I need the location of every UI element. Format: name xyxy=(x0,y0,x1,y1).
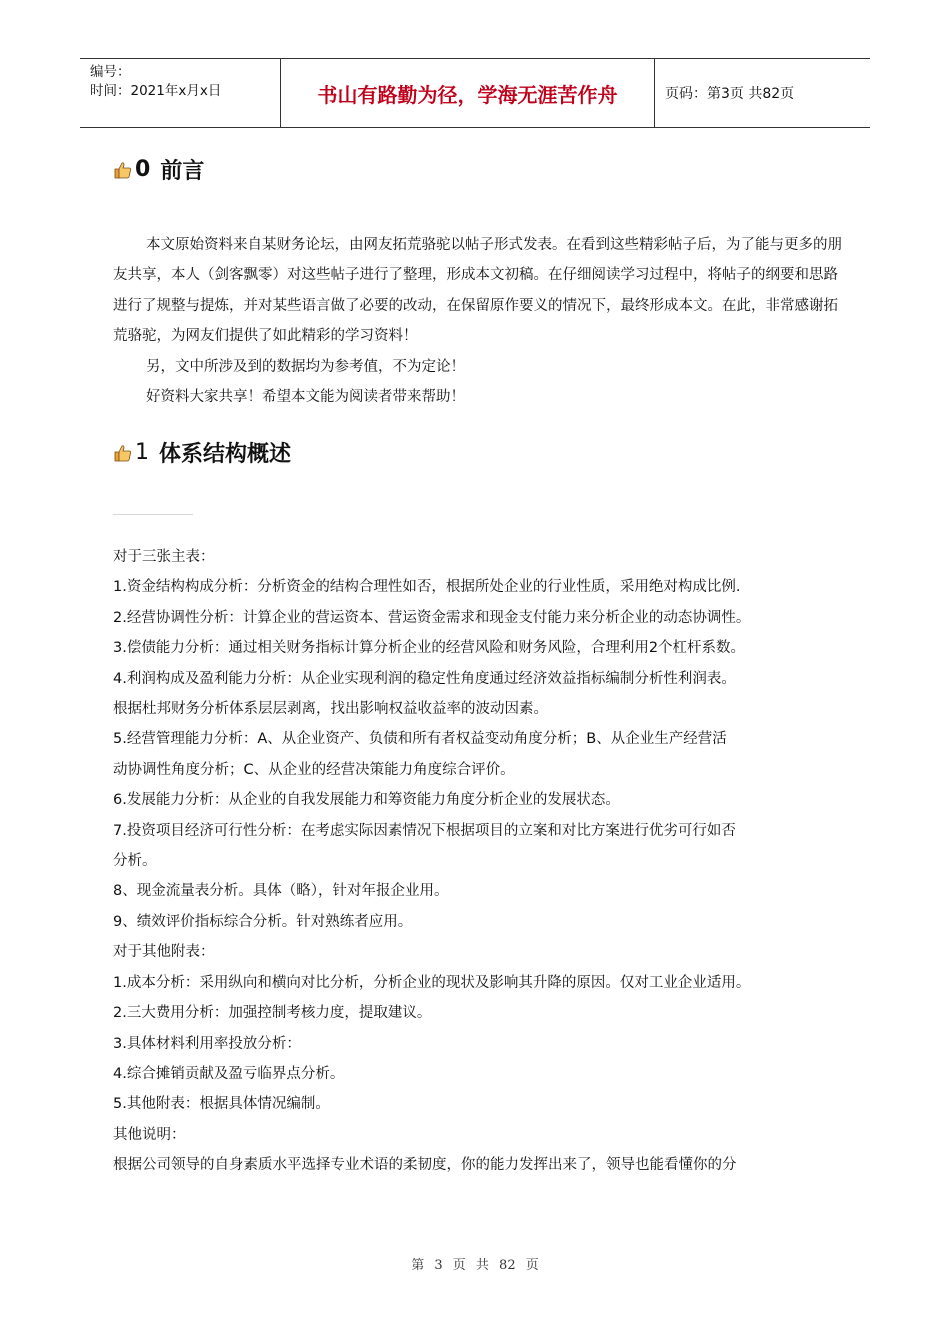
body-line: 根据杜邦财务分析体系层层剥离，找出影响权益收益率的波动因素。 xyxy=(113,701,548,718)
page-footer: 第 3 页 共 82 页 xyxy=(411,1258,539,1273)
page-header xyxy=(80,58,870,128)
body-line: 4.综合摊销贡献及盈亏临界点分析。 xyxy=(113,1065,345,1082)
section-heading-preface xyxy=(113,154,204,185)
body-line: 7.投资项目经济可行性分析：在考虑实际因素情况下根据项目的立案和对比方案进行优劣可行如否 xyxy=(113,822,736,839)
body-line: 2.经营协调性分析：计算企业的营运资本、营运资金需求和现金支付能力来分析企业的动态协调性。 xyxy=(113,609,751,626)
body-line: 6.发展能力分析：从企业的自我发展能力和筹资能力角度分析企业的发展状态。 xyxy=(113,792,620,809)
body-line: 9、绩效评价指标综合分析。针对熟练者应用。 xyxy=(113,913,413,930)
body-text xyxy=(113,542,848,1181)
body-line: 根据公司领导的自身素质水平选择专业术语的柔韧度，你的能力发挥出来了，领导也能看懂你的分 xyxy=(113,1157,737,1174)
intro-paragraph: 本文原始资料来自某财务论坛，由网友拓荒骆驼以帖子形式发表。在看到这些精彩帖子后，为了能与更多的朋友共享，本人（剑客飘零）对这些帖子进行了整理，形成本文初稿。在仔细阅读学习过程中，将帖子的纲要和思路进行了规整与提炼，并对某些语言做了必要的改动，在保留原作要义的情况下，最终形成本文。在此，非常感谢拓荒骆驼，为网友们提供了如此精彩的学习资料！ xyxy=(113,237,842,345)
section-title: 前言 xyxy=(160,158,205,184)
intro-paragraph: 好资料大家共享！希望本文能为阅读者带来帮助！ xyxy=(146,389,465,406)
section-number: 0 xyxy=(135,157,151,182)
body-line: 对于其他附表： xyxy=(113,944,215,961)
body-line: 2.三大费用分析：加强控制考核力度，提取建议。 xyxy=(113,1005,432,1022)
body-line: 分析。 xyxy=(113,853,157,870)
divider xyxy=(113,514,193,515)
date-line: 时间：2021年x月x日 xyxy=(90,83,222,99)
thumbs-up-icon xyxy=(113,160,133,180)
section-title: 体系结构概述 xyxy=(159,441,292,467)
header-page-info: 页码：第3页 共82页 xyxy=(665,86,795,102)
body-line: 对于三张主表： xyxy=(113,549,215,565)
body-line: 5.其他附表：根据具体情况编制。 xyxy=(113,1096,330,1113)
body-line: 8、现金流量表分析。具体（略），针对年报企业用。 xyxy=(113,883,449,900)
section-heading-overview xyxy=(113,437,291,468)
body-line: 其他说明： xyxy=(113,1126,186,1143)
doc-number-label: 编号： xyxy=(90,64,131,80)
body-line: 3.具体材料利用率投放分析： xyxy=(113,1035,301,1052)
body-line: 动协调性角度分析；C、从企业的经营决策能力角度综合评价。 xyxy=(113,761,515,778)
header-info-cell xyxy=(80,59,281,127)
body-line: 1.资金结构构成分析：分析资金的结构合理性如否，根据所处企业的行业性质，采用绝对构成比例. xyxy=(113,579,741,596)
thumbs-up-icon xyxy=(113,443,133,463)
intro-block xyxy=(113,230,843,412)
body-line: 3.偿债能力分析：通过相关财务指标计算分析企业的经营风险和财务风险，合理利用2个杠杆系数。 xyxy=(113,640,746,657)
body-line: 5.经营管理能力分析：A、从企业资产、负债和所有者权益变动角度分析；B、从企业生产经营活 xyxy=(113,731,727,748)
header-motto: 书山有路勤为径，学海无涯苦作舟 xyxy=(281,59,655,127)
body-line: 4.利润构成及盈利能力分析：从企业实现利润的稳定性角度通过经济效益指标编制分析性利润表。 xyxy=(113,670,736,687)
intro-paragraph: 另，文中所涉及到的数据均为参考值，不为定论！ xyxy=(146,358,465,375)
section-number: 1 xyxy=(135,440,149,465)
body-line: 1.成本分析：采用纵向和横向对比分析，分析企业的现状及影响其升降的原因。仅对工业企业适用。 xyxy=(113,974,751,991)
